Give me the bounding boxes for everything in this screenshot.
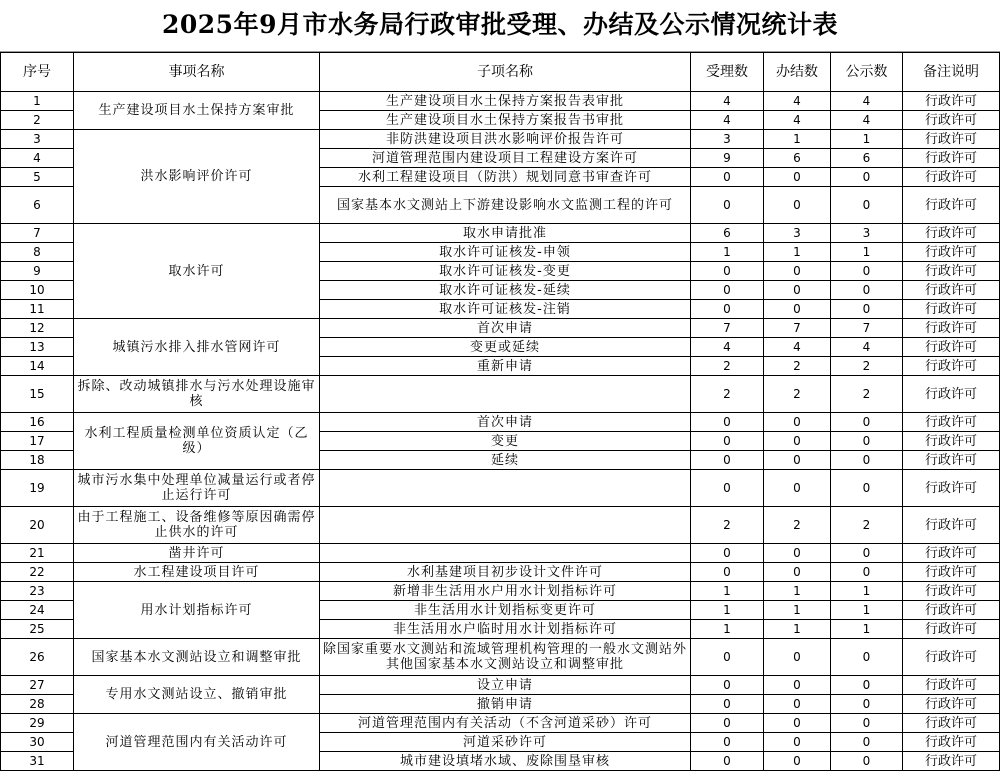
row-published: 0	[831, 639, 903, 676]
row-accepted: 0	[691, 695, 764, 714]
row-accepted: 0	[691, 676, 764, 695]
row-sub-name: 生产建设项目水土保持方案报告书审批	[320, 111, 691, 130]
row-seq: 19	[1, 470, 74, 507]
row-seq: 31	[1, 752, 74, 771]
row-sub-name: 变更	[320, 432, 691, 451]
row-accepted: 7	[691, 319, 764, 338]
row-seq: 7	[1, 224, 74, 243]
row-accepted: 6	[691, 224, 764, 243]
header-item: 事项名称	[74, 53, 320, 92]
row-seq: 25	[1, 620, 74, 639]
row-remark: 行政许可	[903, 262, 1000, 281]
row-published: 7	[831, 319, 903, 338]
row-published: 1	[831, 582, 903, 601]
row-seq: 4	[1, 149, 74, 168]
row-sub-name: 除国家重要水文测站和流域管理机构管理的一般水文测站外其他国家基本水文测站设立和调整审批	[320, 639, 691, 676]
row-remark: 行政许可	[903, 620, 1000, 639]
row-seq: 24	[1, 601, 74, 620]
row-completed: 0	[764, 300, 831, 319]
row-accepted: 0	[691, 470, 764, 507]
row-completed: 2	[764, 357, 831, 376]
table-header	[1, 53, 1000, 92]
row-remark: 行政许可	[903, 601, 1000, 620]
row-completed: 0	[764, 451, 831, 470]
row-sub-name: 取水许可证核发-注销	[320, 300, 691, 319]
table-row	[1, 507, 1000, 544]
row-item-name: 洪水影响评价许可	[74, 130, 320, 224]
row-completed: 0	[764, 639, 831, 676]
page-title: 2025年9月市水务局行政审批受理、办结及公示情况统计表	[0, 0, 1000, 52]
row-seq: 8	[1, 243, 74, 262]
row-item-name: 由于工程施工、设备维修等原因确需停止供水的许可	[74, 507, 320, 544]
row-sub-name: 延续	[320, 451, 691, 470]
row-sub-name: 取水许可证核发-延续	[320, 281, 691, 300]
row-completed: 0	[764, 432, 831, 451]
row-published: 0	[831, 563, 903, 582]
row-completed: 0	[764, 563, 831, 582]
row-seq: 3	[1, 130, 74, 149]
row-remark: 行政许可	[903, 168, 1000, 187]
row-sub-name: 河道采砂许可	[320, 733, 691, 752]
row-accepted: 1	[691, 243, 764, 262]
header-row	[1, 53, 1000, 92]
row-item-name: 专用水文测站设立、撤销审批	[74, 676, 320, 714]
row-completed: 0	[764, 733, 831, 752]
row-remark: 行政许可	[903, 243, 1000, 262]
row-remark: 行政许可	[903, 582, 1000, 601]
row-seq: 18	[1, 451, 74, 470]
row-remark: 行政许可	[903, 563, 1000, 582]
row-remark: 行政许可	[903, 357, 1000, 376]
row-accepted: 0	[691, 639, 764, 676]
row-accepted: 2	[691, 357, 764, 376]
row-completed: 0	[764, 714, 831, 733]
row-remark: 行政许可	[903, 300, 1000, 319]
row-accepted: 9	[691, 149, 764, 168]
row-accepted: 0	[691, 733, 764, 752]
row-remark: 行政许可	[903, 695, 1000, 714]
header-accepted: 受理数	[691, 53, 764, 92]
row-completed: 0	[764, 470, 831, 507]
row-sub-name	[320, 470, 691, 507]
table-row	[1, 676, 1000, 695]
row-remark: 行政许可	[903, 319, 1000, 338]
row-item-name: 国家基本水文测站设立和调整审批	[74, 639, 320, 676]
row-remark: 行政许可	[903, 639, 1000, 676]
row-completed: 3	[764, 224, 831, 243]
table-row	[1, 582, 1000, 601]
row-item-name: 水工程建设项目许可	[74, 563, 320, 582]
row-published: 0	[831, 451, 903, 470]
row-published: 0	[831, 187, 903, 224]
row-sub-name: 取水许可证核发-变更	[320, 262, 691, 281]
row-completed: 6	[764, 149, 831, 168]
row-remark: 行政许可	[903, 376, 1000, 413]
table-row	[1, 130, 1000, 149]
row-sub-name: 非防洪建设项目洪水影响评价报告许可	[320, 130, 691, 149]
row-seq: 13	[1, 338, 74, 357]
row-published: 1	[831, 620, 903, 639]
row-completed: 4	[764, 338, 831, 357]
row-accepted: 3	[691, 130, 764, 149]
row-sub-name: 水利基建项目初步设计文件许可	[320, 563, 691, 582]
row-published: 0	[831, 676, 903, 695]
row-completed: 0	[764, 695, 831, 714]
row-seq: 10	[1, 281, 74, 300]
row-completed: 0	[764, 413, 831, 432]
table-row	[1, 470, 1000, 507]
row-completed: 0	[764, 281, 831, 300]
row-published: 0	[831, 470, 903, 507]
row-seq: 12	[1, 319, 74, 338]
row-seq: 26	[1, 639, 74, 676]
table-row	[1, 319, 1000, 338]
row-remark: 行政许可	[903, 413, 1000, 432]
row-seq: 6	[1, 187, 74, 224]
row-published: 0	[831, 262, 903, 281]
row-completed: 1	[764, 130, 831, 149]
row-sub-name: 河道管理范围内有关活动（不含河道采砂）许可	[320, 714, 691, 733]
row-sub-name: 取水申请批准	[320, 224, 691, 243]
table-row	[1, 544, 1000, 563]
row-accepted: 1	[691, 620, 764, 639]
row-remark: 行政许可	[903, 338, 1000, 357]
row-seq: 30	[1, 733, 74, 752]
header-published: 公示数	[831, 53, 903, 92]
row-sub-name: 撤销申请	[320, 695, 691, 714]
row-remark: 行政许可	[903, 507, 1000, 544]
row-sub-name: 新增非生活用水户用水计划指标许可	[320, 582, 691, 601]
row-published: 0	[831, 413, 903, 432]
row-accepted: 0	[691, 432, 764, 451]
row-remark: 行政许可	[903, 187, 1000, 224]
row-seq: 27	[1, 676, 74, 695]
row-sub-name: 国家基本水文测站上下游建设影响水文监测工程的许可	[320, 187, 691, 224]
row-seq: 11	[1, 300, 74, 319]
table-row	[1, 639, 1000, 676]
row-sub-name: 生产建设项目水土保持方案报告表审批	[320, 92, 691, 111]
row-accepted: 0	[691, 300, 764, 319]
header-remark: 备注说明	[903, 53, 1000, 92]
row-accepted: 0	[691, 451, 764, 470]
row-published: 0	[831, 752, 903, 771]
row-sub-name	[320, 376, 691, 413]
row-published: 0	[831, 544, 903, 563]
row-sub-name: 取水许可证核发-申领	[320, 243, 691, 262]
row-published: 0	[831, 733, 903, 752]
row-seq: 28	[1, 695, 74, 714]
row-sub-name: 设立申请	[320, 676, 691, 695]
row-published: 1	[831, 243, 903, 262]
row-remark: 行政许可	[903, 470, 1000, 507]
header-sub: 子项名称	[320, 53, 691, 92]
row-remark: 行政许可	[903, 130, 1000, 149]
row-remark: 行政许可	[903, 224, 1000, 243]
row-completed: 0	[764, 262, 831, 281]
header-seq: 序号	[1, 53, 74, 92]
row-sub-name: 水利工程建设项目（防洪）规划同意书审查许可	[320, 168, 691, 187]
row-remark: 行政许可	[903, 714, 1000, 733]
row-remark: 行政许可	[903, 676, 1000, 695]
row-completed: 0	[764, 187, 831, 224]
row-sub-name: 河道管理范围内建设项目工程建设方案许可	[320, 149, 691, 168]
row-published: 2	[831, 507, 903, 544]
row-published: 0	[831, 695, 903, 714]
row-completed: 1	[764, 582, 831, 601]
row-seq: 9	[1, 262, 74, 281]
row-seq: 16	[1, 413, 74, 432]
row-seq: 23	[1, 582, 74, 601]
row-remark: 行政许可	[903, 281, 1000, 300]
row-accepted: 4	[691, 338, 764, 357]
row-accepted: 4	[691, 111, 764, 130]
row-published: 1	[831, 601, 903, 620]
row-accepted: 0	[691, 714, 764, 733]
row-item-name: 用水计划指标许可	[74, 582, 320, 639]
row-completed: 4	[764, 111, 831, 130]
row-sub-name	[320, 544, 691, 563]
row-published: 0	[831, 281, 903, 300]
row-seq: 20	[1, 507, 74, 544]
row-seq: 5	[1, 168, 74, 187]
row-remark: 行政许可	[903, 451, 1000, 470]
row-accepted: 4	[691, 92, 764, 111]
row-published: 2	[831, 357, 903, 376]
row-completed: 7	[764, 319, 831, 338]
row-published: 0	[831, 168, 903, 187]
row-seq: 21	[1, 544, 74, 563]
table-row	[1, 92, 1000, 111]
row-remark: 行政许可	[903, 149, 1000, 168]
row-accepted: 0	[691, 262, 764, 281]
row-remark: 行政许可	[903, 752, 1000, 771]
row-accepted: 0	[691, 281, 764, 300]
row-completed: 1	[764, 243, 831, 262]
row-seq: 1	[1, 92, 74, 111]
row-accepted: 2	[691, 376, 764, 413]
row-accepted: 0	[691, 168, 764, 187]
row-seq: 29	[1, 714, 74, 733]
row-item-name: 取水许可	[74, 224, 320, 319]
row-sub-name	[320, 507, 691, 544]
row-accepted: 1	[691, 582, 764, 601]
row-completed: 0	[764, 544, 831, 563]
row-completed: 1	[764, 601, 831, 620]
row-published: 4	[831, 111, 903, 130]
row-sub-name: 非生活用水计划指标变更许可	[320, 601, 691, 620]
row-accepted: 0	[691, 413, 764, 432]
row-accepted: 0	[691, 544, 764, 563]
row-completed: 2	[764, 376, 831, 413]
row-item-name: 生产建设项目水土保持方案审批	[74, 92, 320, 130]
row-item-name: 城镇污水排入排水管网许可	[74, 319, 320, 376]
row-completed: 1	[764, 620, 831, 639]
row-sub-name: 首次申请	[320, 319, 691, 338]
row-remark: 行政许可	[903, 92, 1000, 111]
row-item-name: 拆除、改动城镇排水与污水处理设施审核	[74, 376, 320, 413]
row-item-name: 城市污水集中处理单位减量运行或者停止运行许可	[74, 470, 320, 507]
table-row	[1, 563, 1000, 582]
table-row	[1, 413, 1000, 432]
table-row	[1, 714, 1000, 733]
row-item-name: 水利工程质量检测单位资质认定（乙级）	[74, 413, 320, 470]
row-sub-name: 重新申请	[320, 357, 691, 376]
row-seq: 15	[1, 376, 74, 413]
row-published: 0	[831, 300, 903, 319]
row-published: 4	[831, 338, 903, 357]
row-sub-name: 非生活用水户临时用水计划指标许可	[320, 620, 691, 639]
row-seq: 14	[1, 357, 74, 376]
row-remark: 行政许可	[903, 432, 1000, 451]
row-accepted: 0	[691, 563, 764, 582]
row-remark: 行政许可	[903, 733, 1000, 752]
table-row	[1, 376, 1000, 413]
row-seq: 22	[1, 563, 74, 582]
row-accepted: 1	[691, 601, 764, 620]
row-sub-name: 首次申请	[320, 413, 691, 432]
row-seq: 2	[1, 111, 74, 130]
row-published: 4	[831, 92, 903, 111]
table-body	[1, 92, 1000, 771]
row-accepted: 0	[691, 187, 764, 224]
row-published: 2	[831, 376, 903, 413]
row-remark: 行政许可	[903, 544, 1000, 563]
row-accepted: 2	[691, 507, 764, 544]
row-completed: 0	[764, 168, 831, 187]
row-sub-name: 城市建设填堵水域、废除围垦审核	[320, 752, 691, 771]
table-row	[1, 224, 1000, 243]
row-published: 0	[831, 714, 903, 733]
statistics-table	[0, 52, 1000, 771]
row-published: 1	[831, 130, 903, 149]
row-completed: 4	[764, 92, 831, 111]
row-completed: 0	[764, 676, 831, 695]
row-item-name: 河道管理范围内有关活动许可	[74, 714, 320, 771]
row-remark: 行政许可	[903, 111, 1000, 130]
row-seq: 17	[1, 432, 74, 451]
row-accepted: 0	[691, 752, 764, 771]
row-completed: 2	[764, 507, 831, 544]
row-item-name: 凿井许可	[74, 544, 320, 563]
row-published: 3	[831, 224, 903, 243]
row-published: 0	[831, 432, 903, 451]
row-sub-name: 变更或延续	[320, 338, 691, 357]
row-completed: 0	[764, 752, 831, 771]
row-published: 6	[831, 149, 903, 168]
header-completed: 办结数	[764, 53, 831, 92]
